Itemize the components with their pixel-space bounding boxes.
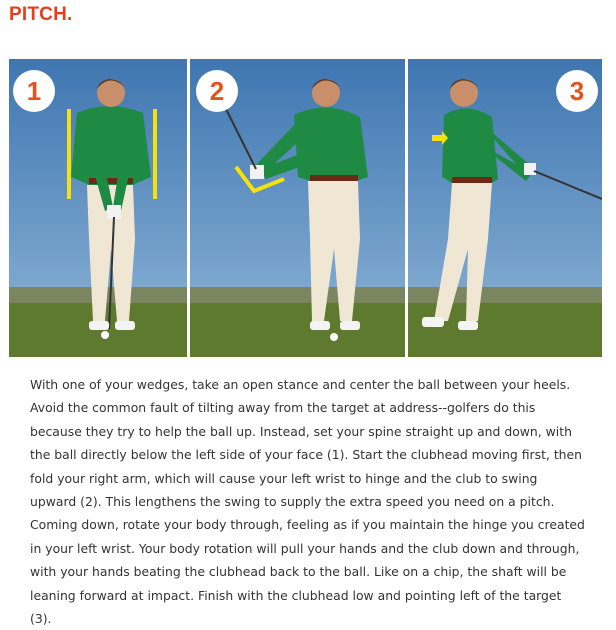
step-badge-3: 3 (556, 70, 598, 112)
photo-panel-finish (408, 59, 602, 357)
step-badge-1: 1 (13, 70, 55, 112)
instruction-paragraph: With one of your wedges, take an open stance and center the ball between your heels. Avoid the common fault of tilting away from the target at address--golfers do this because they try to help the ball up. Instead, set your spine straight up and down, with the ball directly below the left side of your face (1). Start the clubhead moving first, then fold your right arm, which will cause your left wrist to hinge and the club to swing upward (2). This lengthens the swing to supply the extra speed you need on a pitch. Coming down, rotate your body through, feeling as if you maintain the hinge you created in your left wrist. Your body rotation will pull your hands and the club down and through, with your hands beating the clubhead back to the ball. Like on a chip, the shaft will be leaning forward at impact. Finish with the clubhead low and pointing left of the target (3). (30, 377, 585, 627)
photo-panel-hinge (190, 59, 405, 357)
photo-sequence (9, 59, 602, 357)
photo-panel-address (9, 59, 187, 357)
page-title: PITCH. (9, 4, 73, 25)
step-badge-2: 2 (196, 70, 238, 112)
